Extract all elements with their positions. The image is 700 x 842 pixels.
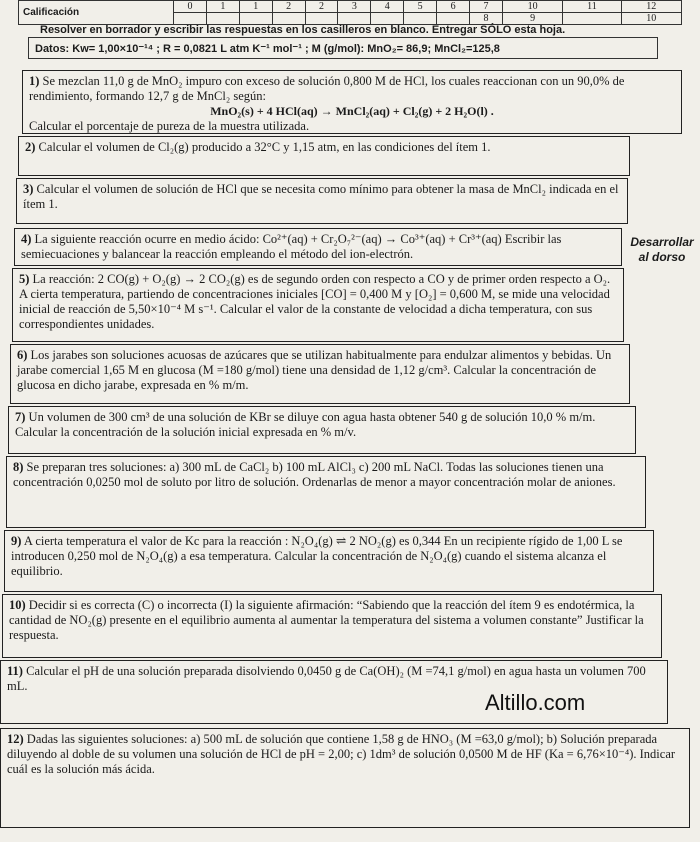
question-text: Calcular el volumen de solución de HCl que se necesita como mínimo para obtener la masa de MnCl₂ indicada en el ítem 1.	[23, 182, 619, 211]
question-text: Calcular el volumen de Cl₂(g) producido a 32°C y 1,15 atm, en las condiciones del ítem 1.	[38, 140, 491, 154]
question-text: Un volumen de 300 cm³ de una solución de KBr se diluye con agua hasta obtener 540 g de solución 10,0 % m/m. Calcular la concentración de la solución inicial expresada en % m/v.	[15, 410, 596, 439]
grade-cell	[239, 13, 272, 25]
question-12	[0, 728, 690, 828]
question-text: Calcular el pH de una solución preparada disolviendo 0,0450 g de Ca(OH)₂ (M =74,1 g/mol) en agua hasta un volumen 700 mL.	[7, 664, 646, 693]
question-2	[18, 136, 630, 176]
question-text: A cierta temperatura el valor de Kc para la reacción : N₂O₄(g) ⇌ 2 NO₂(g) es 0,344 En un recipiente rígido de 1,00 L se introducen 0,250 mol de N₂O₄(g) a esa temperatura. Calcular la concentración de N₂O₄(g) cuando el sistema alcanza el equilibrio.	[11, 534, 623, 578]
question-8	[6, 456, 646, 528]
grade-cell: 0	[174, 1, 207, 13]
question-text: Dadas las siguientes soluciones: a) 500 mL de solución que contiene 1,58 g de HNO₃ (M =63,0 g/mol); b) Solución preparada diluyendo al doble de su volumen una solución de HCl de pH = 2,00; c) 1dm³ de solución 0,0500 M de HF (Ka = 6,76×10⁻⁴). Indicar cuál es la solución más ácida.	[7, 732, 676, 776]
question-text: Decidir si es correcta (C) o incorrecta (I) la siguiente afirmación: “Sabiendo que la reacción del ítem 9 es endotérmica, la cantidad de NO₂(g) presente en el equilibrio aumenta al aumentar la temperatura del sistema a volumen constante” Justificar la respuesta.	[9, 598, 644, 642]
grade-cell	[563, 13, 621, 25]
grade-cell: 4	[371, 1, 404, 13]
grade-cell: 6	[437, 1, 470, 13]
grade-cell: 11	[563, 1, 621, 13]
data-box: Datos: Kw= 1,00×10⁻¹⁴ ; R = 0,0821 L atm K⁻¹ mol⁻¹ ; M (g/mol): MnO₂= 86,9; MnCl₂=125,8	[28, 37, 658, 59]
question-text: Los jarabes son soluciones acuosas de azúcares que se utilizan habitualmente para endulzar alimentos y bebidas. Un jarabe comercial 1,65 M en glucosa (M =180 g/mol) tiene una densidad de 1,12 g/cm³. Calcular la concentración de glucosa en dicho jarabe, expresada en % m/m.	[17, 348, 612, 392]
question-text: Se mezclan 11,0 g de MnO₂ impuro con exceso de solución 0,800 M de HCl, los cuales reaccionan con un 90,0% de rendimiento, formando 12,7 g de MnCl₂ según:	[29, 74, 625, 103]
question-number: 12)	[7, 732, 24, 746]
question-tail: Calcular el porcentaje de pureza de la muestra utilizada.	[29, 119, 310, 133]
question-9	[4, 530, 654, 592]
question-number: 7)	[15, 410, 26, 424]
grade-cell: 2	[272, 1, 305, 13]
grade-cell: 9	[502, 13, 562, 25]
question-number: 4)	[21, 232, 32, 246]
grading-label: Calificación	[19, 1, 174, 25]
chemical-equation: MnO₂(s) + 4 HCl(aq) → MnCl₂(aq) + Cl₂(g) + 2 H₂O(l) .	[210, 104, 494, 118]
grade-cell: 12	[621, 1, 681, 13]
question-1	[22, 70, 682, 134]
watermark: Altillo.com	[485, 690, 586, 715]
grade-cell: 7	[470, 1, 503, 13]
grade-cell: 8	[470, 13, 503, 25]
grade-cell	[174, 13, 207, 25]
question-3	[16, 178, 628, 224]
question-4	[14, 228, 622, 266]
question-number: 5)	[19, 272, 30, 286]
question-text: Se preparan tres soluciones: a) 300 mL de CaCl₂ b) 100 mL AlCl₃ c) 200 mL NaCl. Todas las soluciones tienen una concentración 0,0250 mol de soluto por litro de solución. Ordenarlas de menor a mayor concentración molar de aniones.	[13, 460, 616, 489]
grade-cell	[305, 13, 338, 25]
grade-cell	[206, 13, 239, 25]
question-text: La siguiente reacción ocurre en medio ácido: Co²⁺(aq) + Cr₂O₇²⁻(aq) → Co³⁺(aq) + Cr³⁺(aq) Escribir las semiecuaciones y balancear la reacción empleando el método del ion-electrón.	[21, 232, 562, 261]
grade-cell	[338, 13, 371, 25]
grade-cell: 1	[206, 1, 239, 13]
question-text: La reacción: 2 CO(g) + O₂(g) → 2 CO₂(g) es de segundo orden con respecto a CO y de primer orden respecto a O₂. A cierta temperatura, partiendo de concentraciones iniciales [CO] = 0,400 M y [O₂] = 0,600 M, se mide una velocidad inicial de reacción de 5,50×10⁻⁴ M s⁻¹. Calcular el valor de la constante de velocidad a dicha temperatura, con sus correspondientes unidades.	[19, 272, 611, 331]
question-number: 2)	[25, 140, 36, 154]
question-number: 1)	[29, 74, 40, 88]
question-number: 9)	[11, 534, 22, 548]
side-note: Desarrollar al dorso	[630, 235, 694, 264]
grade-cell: 10	[621, 13, 681, 25]
question-number: 10)	[9, 598, 26, 612]
question-number: 3)	[23, 182, 34, 196]
question-number: 6)	[17, 348, 28, 362]
question-number: 8)	[13, 460, 24, 474]
instructions: Resolver en borrador y escribir las respuestas en los casilleros en blanco. Entregar SÓLO esta hoja.	[40, 24, 566, 36]
question-7	[8, 406, 636, 454]
grade-cell	[437, 13, 470, 25]
grade-cell: 10	[502, 1, 562, 13]
question-10	[2, 594, 662, 658]
grade-cell: 1	[239, 1, 272, 13]
question-6	[10, 344, 630, 404]
question-number: 11)	[7, 664, 23, 678]
grade-cell	[272, 13, 305, 25]
grading-table	[18, 0, 682, 25]
grade-cell: 2	[305, 1, 338, 13]
grade-cell: 3	[338, 1, 371, 13]
question-5	[12, 268, 624, 342]
grade-cell: 5	[404, 1, 437, 13]
grade-cell	[371, 13, 404, 25]
grade-cell	[404, 13, 437, 25]
